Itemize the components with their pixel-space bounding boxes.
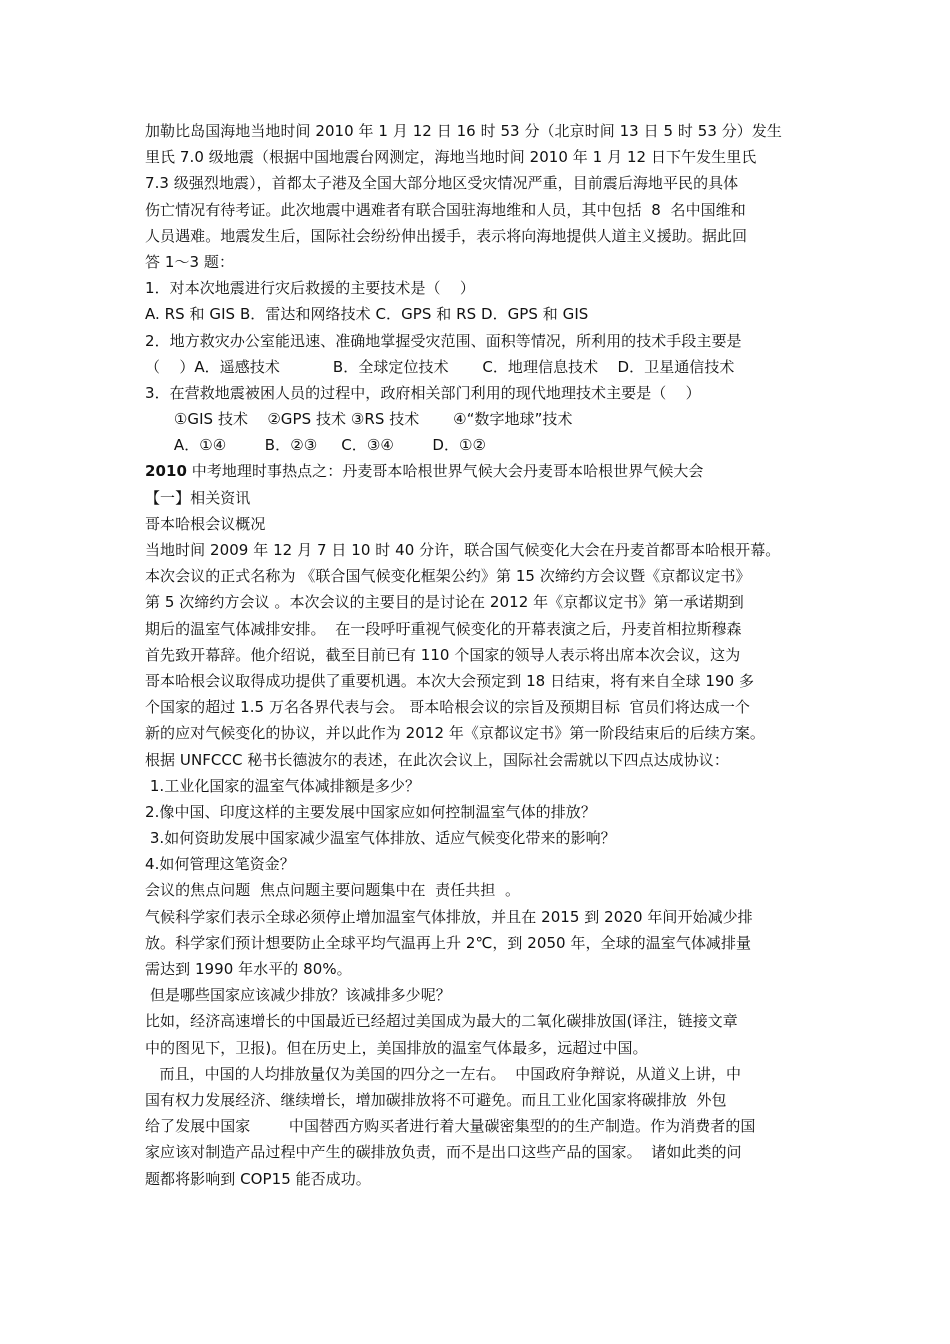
text-line: 人员遇难。地震发生后，国际社会纷纷伸出援手，表示将向海地提供人道主义援助。据此回 (145, 226, 748, 245)
list-item: 1.工业化国家的温室气体减排额是多少？ (145, 776, 421, 795)
section-heading (145, 458, 815, 484)
text-line: 家应该对制造产品过程中产生的碳排放负责，而不是出口这些产品的国家。 诸如此类的问 (145, 1143, 742, 1162)
question-2: 2．地方救灾办公室能迅速、准确地掌握受灾范围、面积等情况，所利用的技术手段主要是 (145, 331, 742, 350)
subsection-subtitle: 哥本哈根会议概况 (145, 514, 266, 533)
document-body (145, 118, 815, 1192)
text-line: 给了发展中国家 中国替西方购买者进行着大量碳密集型的的生产制造。作为消费者的国 (145, 1117, 756, 1136)
text-line: 根据 UNFCCC 秘书长德波尔的表述，在此次会议上，国际社会需就以下四点达成协议： (145, 750, 729, 769)
text-line: 7.3 级强烈地震），首都太子港及全国大部分地区受灾情况严重，目前震后海地平民的具体 (145, 174, 739, 193)
list-item: 4.如何管理这笔资金？ (145, 855, 295, 874)
text-line: 比如，经济高速增长的中国最近已经超过美国成为最大的二氧化碳排放国(译注，链接文章 (145, 1012, 738, 1031)
text-line: 中的图见下，卫报)。但在历史上，美国排放的温室气体最多，远超过中国。 (145, 1038, 648, 1057)
text-line: 气候科学家们表示全球必须停止增加温室气体排放，并且在 2015 到 2020 年间开始减少排 (145, 907, 753, 926)
question-3-items: ①GIS 技术 ②GPS 技术 ③RS 技术 ④“数字地球”技术 (145, 410, 573, 429)
list-item: 2.像中国、印度这样的主要发展中国家应如何控制温室气体的排放？ (145, 802, 596, 821)
text-line: 会议的焦点问题 焦点问题主要问题集中在 责任共担 。 (145, 881, 521, 900)
text-line: 第 5 次缔约方会议 。本次会议的主要目的是讨论在 2012 年《京都议定书》第一承诺期到 (145, 593, 744, 612)
text-line: 哥本哈根会议取得成功提供了重要机遇。本次大会预定到 18 日结束，将有来自全球 190 多 (145, 671, 755, 690)
text-line: 国有权力发展经济、继续增长，增加碳排放将不可避免。而且工业化国家将碳排放 外包 (145, 1090, 727, 1109)
text-line: 放。科学家们预计想要防止全球平均气温再上升 2℃，到 2050 年，全球的温室气体减排量 (145, 933, 752, 952)
subsection-title: 【一】相关资讯 (145, 488, 251, 507)
question-1: 1．对本次地震进行灾后救援的主要技术是（ ） (145, 279, 475, 298)
text-line: 答 1～3 题： (145, 252, 235, 271)
text-line: 本次会议的正式名称为 《联合国气候变化框架公约》第 15 次缔约方会议暨《京都议定书》 (145, 567, 751, 586)
list-item: 3.如何资助发展中国家减少温室气体排放、适应气候变化带来的影响？ (145, 829, 616, 848)
text-line: 但是哪些国家应该减少排放？该减排多少呢？ (145, 986, 451, 1005)
text-line: 首先致开幕辞。他介绍说，截至目前已有 110 个国家的领导人表示将出席本次会议，这为 (145, 645, 741, 664)
text-line: 里氏 7.0 级地震（根据中国地震台网测定，海地当地时间 2010 年 1 月 12 日下午发生里氏 (145, 148, 757, 167)
text-line: 个国家的超过 1.5 万名各界代表与会。 哥本哈根会议的宗旨及预期目标 官员们将达成一个 (145, 698, 750, 717)
text-line: 伤亡情况有待考证。此次地震中遇难者有联合国驻海地维和人员，其中包括 8 名中国维和 (145, 200, 746, 219)
text-line: 而且，中国的人均排放量仅为美国的四分之一左右。 中国政府争辩说，从道义上讲，中 (145, 1064, 741, 1083)
question-1-options: A. RS 和 GIS B．雷达和网络技术 C．GPS 和 RS D．GPS 和 GIS (145, 305, 589, 324)
text-line: 题都将影响到 COP15 能否成功。 (145, 1169, 371, 1188)
heading-text: 中考地理时事热点之：丹麦哥本哈根世界气候大会丹麦哥本哈根世界气候大会 (186, 462, 704, 481)
text-line: 新的应对气候变化的协议，并以此作为 2012 年《京都议定书》第一阶段结束后的后续方案。 (145, 724, 765, 743)
question-3: 3．在营救地震被困人员的过程中，政府相关部门利用的现代地理技术主要是（ ） (145, 383, 701, 402)
text-line: 当地时间 2009 年 12 月 7 日 10 时 40 分许，联合国气候变化大会在丹麦首都哥本哈根开幕。 (145, 541, 781, 559)
question-2-options: （ ）A．遥感技术 B．全球定位技术 C．地理信息技术 D．卫星通信技术 (145, 357, 735, 376)
text-line: 加勒比岛国海地当地时间 2010 年 1 月 12 日 16 时 53 分（北京时间 13 日 5 时 53 分）发生 (145, 122, 782, 140)
text-line: 期后的温室气体减排安排。 在一段呼吁重视气候变化的开幕表演之后，丹麦首相拉斯穆森 (145, 619, 742, 638)
heading-year: 2010 (145, 462, 187, 481)
text-line: 需达到 1990 年水平的 80%。 (145, 960, 352, 978)
question-3-options: A．①④ B．②③ C．③④ D．①② (145, 436, 487, 455)
